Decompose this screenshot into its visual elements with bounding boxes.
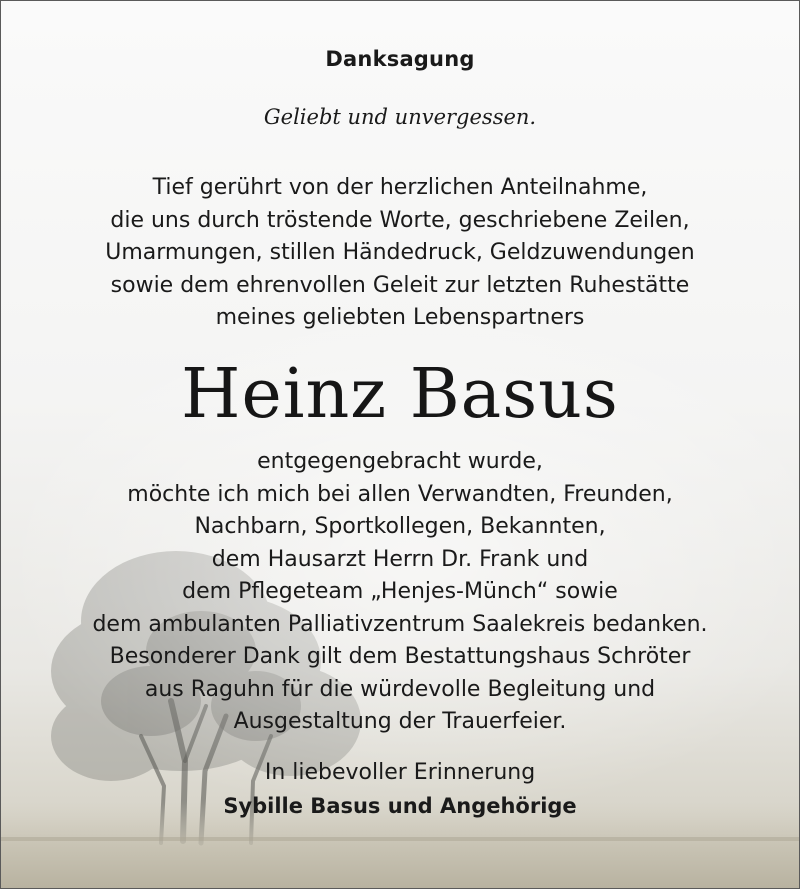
intro-line: Umarmungen, stillen Händedruck, Geldzuwendungen xyxy=(105,240,695,265)
body-line: dem ambulanten Palliativzentrum Saalekreis bedanken. xyxy=(92,611,708,637)
body-paragraph xyxy=(1,446,799,739)
intro-line: sowie dem ehrenvollen Geleit zur letzten Ruhestätte xyxy=(110,272,690,298)
deceased-name: Heinz Basus xyxy=(181,355,619,434)
signature: Sybille Basus und Angehörige xyxy=(223,793,577,818)
body-line: Besonderer Dank gilt dem Bestattungshaus Schröter xyxy=(109,644,691,669)
closing-block xyxy=(1,757,799,822)
body-line: dem Hausarzt Herrn Dr. Frank und xyxy=(211,546,589,572)
intro-paragraph xyxy=(1,172,799,335)
intro-line: meines geliebten Lebenspartners xyxy=(215,305,585,330)
intro-line: Tief gerührt von der herzlichen Anteilnahme, xyxy=(152,175,648,200)
body-line: Ausgestaltung der Trauerfeier. xyxy=(233,709,567,734)
closing-line: In liebevoller Erinnerung xyxy=(264,760,536,785)
misty-tree-background xyxy=(1,1,799,888)
body-line: Nachbarn, Sportkollegen, Bekannten, xyxy=(194,514,606,539)
notice-subtitle: Geliebt und unvergessen. xyxy=(263,105,537,129)
intro-line: die uns durch tröstende Worte, geschriebene Zeilen, xyxy=(110,207,690,233)
body-line: möchte ich mich bei allen Verwandten, Freunden, xyxy=(127,481,673,507)
body-line: entgegengebracht wurde, xyxy=(257,449,543,474)
body-line: dem Pflegeteam „Henjes-Münch“ sowie xyxy=(182,579,618,604)
body-line: aus Raguhn für die würdevolle Begleitung und xyxy=(144,676,656,702)
notice-heading: Danksagung xyxy=(325,47,475,71)
